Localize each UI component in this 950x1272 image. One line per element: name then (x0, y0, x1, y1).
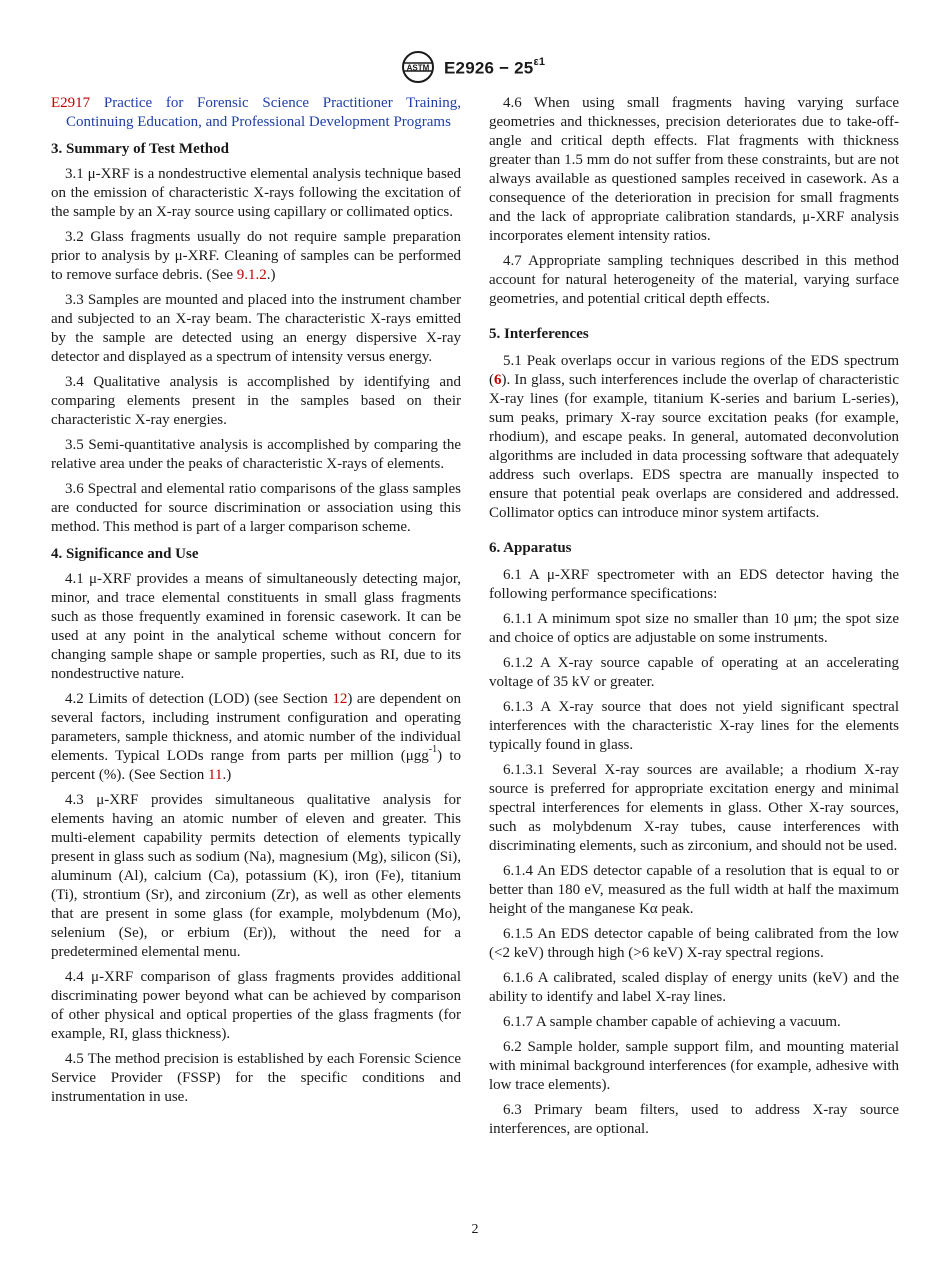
para-6-1-5: 6.1.5 An EDS detector capable of being calibrated from the low (<2 keV) through high (>6 keV) X-ray spectral regions. (489, 926, 899, 961)
para-4-3: 4.3 μ-XRF provides simultaneous qualitative analysis for elements having an atomic number of eleven and greater. This multi-element capability permits detection of elements typically present in glass such as sodium (Na), magnesium (Mg), silicon (Si), aluminum (Al), calcium (Ca), potassium (K), iron (Fe), titanium (Ti), strontium (Sr), and zirconium (Zr), as well as other elements that are present in some glass (for example, molybdenum (Mo), selenium (Se), or erbium (Er)), without the need for a predetermined elemental menu. (51, 792, 461, 960)
para-3-1: 3.1 μ-XRF is a nondestructive elemental analysis technique based on the emission of characteristic X-rays following the excitation of the sample by an X-ray source using capillary or collimated optics. (51, 166, 461, 220)
para-6-1-3: 6.1.3 A X-ray source that does not yield significant spectral interferences with the characteristic X-ray lines for the elements typically found in glass. (489, 699, 899, 753)
para-4-6: 4.6 When using small fragments having varying surface geometries and thicknesses, precision deteriorates due to take-off-angle and critical depth effects. Flat fragments with thickness greater than 1.5 mm do not suffer from these constraints, but are not always available as questioned samples received in casework. As a consequence of the deterioration in precision for small fragments and the lack of appropriate calibration standards, μ-XRF analysis incorporates element intensity ratios. (489, 95, 899, 244)
section-4-heading: 4. Significance and Use (51, 546, 199, 562)
ref-code-link[interactable]: E2917 (51, 95, 91, 111)
link-9-1-2[interactable]: 9.1.2 (236, 267, 267, 283)
logo-text: ASTM (406, 63, 430, 73)
section-3-heading: 3. Summary of Test Method (51, 141, 229, 157)
section-6-heading: 6. Apparatus (489, 540, 572, 556)
reference-e2917 (51, 94, 461, 132)
para-3-5: 3.5 Semi-quantitative analysis is accomplished by comparing the relative area under the peaks of characteristic X-rays of elements. (51, 437, 461, 472)
para-4-2-b: ) are dependent on several factors, including instrument configuration and operating parameters, sample thickness, and atomic number of the individual elements. Typical LODs range from parts per million (μgg (51, 691, 461, 764)
para-6-1-1: 6.1.1 A minimum spot size no smaller than 10 μm; the spot size and choice of optics are adjustable on some instruments. (489, 611, 899, 646)
para-4-1: 4.1 μ-XRF provides a means of simultaneously detecting major, minor, and trace elemental constituents in small glass fragments such as those frequently examined in forensic casework. It can be used at any point in the analytical scheme without concern for changing sample shape or sample properties, such as RI, due to its nondestructive nature. (51, 571, 461, 682)
page-header (0, 50, 950, 86)
para-3-4: 3.4 Qualitative analysis is accomplished by identifying and comparing elements present in the samples based on their characteristic X-ray energies. (51, 374, 461, 428)
para-3-2-text: 3.2 Glass fragments usually do not require sample preparation prior to analysis by μ-XRF. Cleaning of samples can be performed to remove surface debris. (See (51, 229, 461, 283)
para-3-3: 3.3 Samples are mounted and placed into the instrument chamber and subjected to an X-ray beam. The characteristic X-rays emitted by the sample are detected using an energy dispersive X-ray detector and displayed as a spectrum of intensity versus energy. (51, 292, 461, 365)
para-3-2-end: .) (266, 267, 276, 283)
para-5-1-b: ). In glass, such interferences include the overlap of characteristic X-ray lines (for example, titanium K-series and barium L-series), sum peaks, primary X-ray source excitation peaks (for example, rhodium), and escape peaks. In general, automated deconvolution algorithms are included in data processing software that adequately address such overlaps. EDS spectra are manually inspected to ensure that potential peak overlaps are considered and addressed. Collimator optics can introduce minor system artifacts. (489, 372, 899, 521)
para-6-1-2: 6.1.2 A X-ray source capable of operating at an accelerating voltage of 35 kV or greater. (489, 655, 899, 690)
para-6-1-6: 6.1.6 A calibrated, scaled display of energy units (keV) and the ability to identify and label X-ray lines. (489, 970, 899, 1005)
ref-title-link[interactable]: Practice for Forensic Science Practitioner Training, Continuing Education, and Professional Development Programs (66, 95, 462, 130)
para-5-1 (489, 352, 899, 523)
para-6-1-7: 6.1.7 A sample chamber capable of achieving a vacuum. (503, 1014, 841, 1030)
document-designation (444, 58, 545, 79)
para-3-6: 3.6 Spectral and elemental ratio comparisons of the glass samples are conducted for source discrimination or association using this method. This method is part of a larger comparison scheme. (51, 481, 461, 535)
para-6-1: 6.1 A μ-XRF spectrometer with an EDS detector having the following performance specifications: (489, 567, 899, 602)
para-6-1-4: 6.1.4 An EDS detector capable of a resolution that is equal to or better than 180 eV, measured as the full width at half the maximum height of the manganese Kα peak. (489, 863, 899, 917)
doc-superscript: ε1 (533, 56, 546, 68)
para-4-2-a: 4.2 Limits of detection (LOD) (see Section (65, 691, 333, 707)
left-column (51, 94, 461, 1113)
link-section-12[interactable]: 12 (332, 691, 348, 707)
right-column (489, 94, 899, 1145)
para-4-4: 4.4 μ-XRF comparison of glass fragments provides additional discriminating power beyond what can be achieved by comparison of other physical and optical properties of the glass fragments (for example, RI, glass thickness). (51, 969, 461, 1042)
page-number: 2 (471, 1222, 479, 1237)
link-section-11[interactable]: 11 (208, 767, 223, 783)
para-3-2 (51, 228, 461, 285)
para-4-2 (51, 690, 461, 785)
para-5-1-a: 5.1 Peak overlaps occur in various regions of the EDS spectrum ( (489, 353, 899, 388)
citation-6[interactable]: 6 (494, 372, 502, 388)
para-6-2: 6.2 Sample holder, sample support film, and mounting material with minimal background interferences (for example, adhesive with low trace elements). (489, 1039, 899, 1093)
para-6-3: 6.3 Primary beam filters, used to address X-ray source interferences, are optional. (489, 1102, 899, 1137)
astm-logo-icon (400, 50, 436, 84)
para-6-1-3-1: 6.1.3.1 Several X-ray sources are available; a rhodium X-ray source is preferred for appropriate excitation energy and minimal spectral interferences for elements in glass. Other X-ray sources, such as molybdenum X-ray tubes, cause interferences with discriminating elements, such as zirconium, and should not be used. (489, 762, 899, 854)
para-4-2-sup: -1 (428, 744, 438, 755)
para-4-2-d: .) (222, 767, 232, 783)
para-4-5: 4.5 The method precision is established by each Forensic Science Service Provider (FSSP) for the specific conditions and instrumentation in use. (51, 1051, 461, 1105)
para-4-7: 4.7 Appropriate sampling techniques described in this method account for natural heterogeneity of the material, varying surface geometries, and potential critical depth effects. (489, 253, 899, 307)
section-5-heading: 5. Interferences (489, 326, 589, 342)
doc-code: E2926 − 25 (444, 58, 534, 78)
para-4-2-c: ) to percent (%). (See Section (51, 748, 461, 783)
